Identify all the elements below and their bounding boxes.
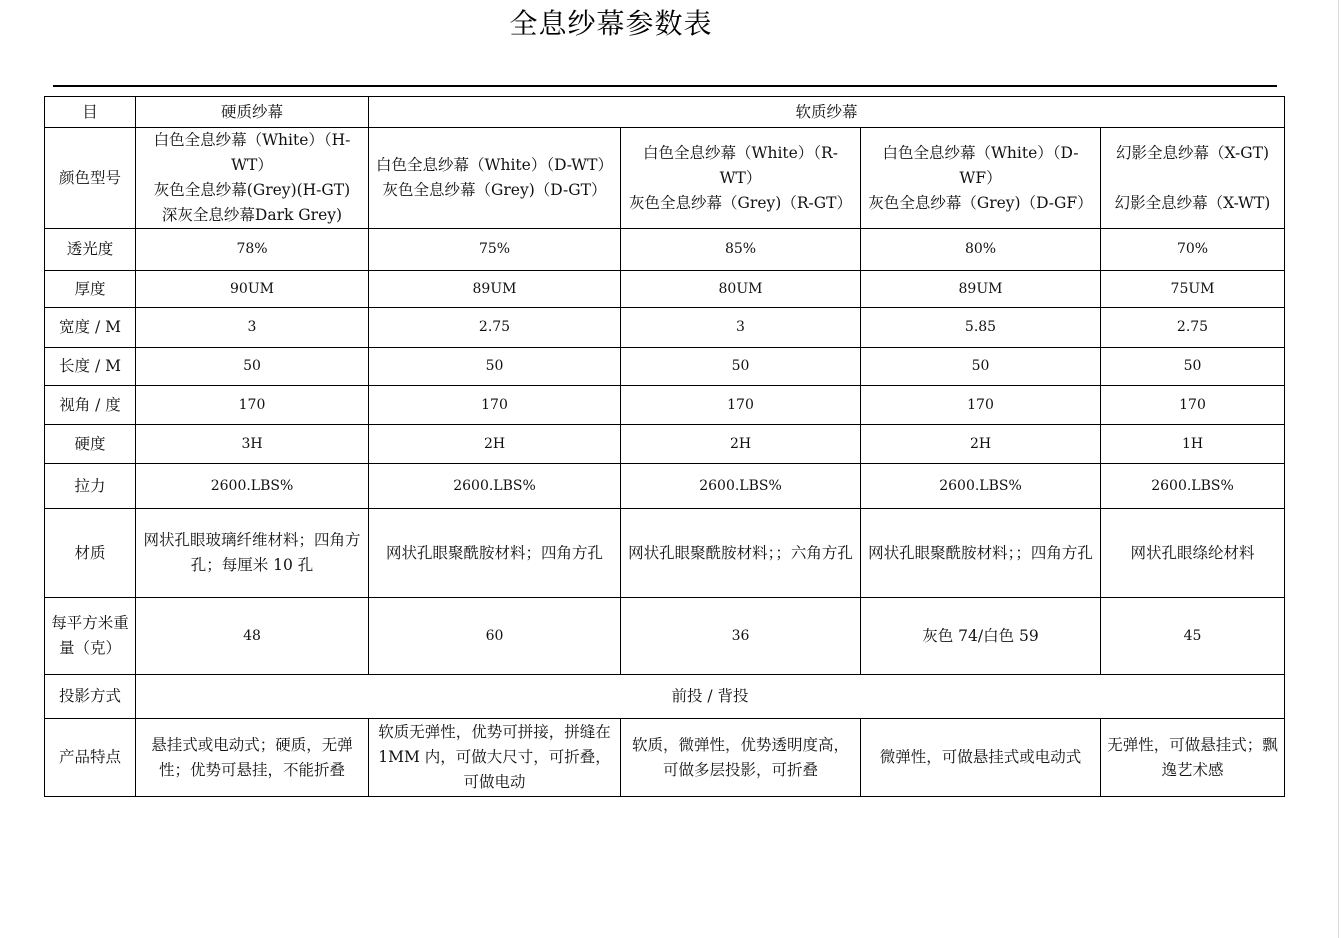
row-label: 硬度	[45, 425, 136, 464]
row-label: 投影方式	[45, 675, 136, 719]
value-cell: 2600.LBS%	[621, 464, 861, 509]
document-title: 全息纱幕参数表	[509, 7, 713, 40]
value-cell: 89UM	[861, 271, 1101, 308]
value-cell: 3	[621, 308, 861, 348]
table-row	[45, 425, 1285, 464]
table-row	[45, 308, 1285, 348]
value-cell: 170	[861, 386, 1101, 425]
value-cell: 80%	[861, 229, 1101, 271]
material-cell: 网状孔眼玻璃纤维材料；四角方孔；每厘米 10 孔	[136, 509, 369, 598]
weight-cell: 36	[621, 598, 861, 675]
value-cell: 2600.LBS%	[861, 464, 1101, 509]
value-cell: 75UM	[1101, 271, 1285, 308]
value-cell: 75%	[369, 229, 621, 271]
value-cell: 50	[861, 348, 1101, 386]
material-cell: 网状孔眼绦纶材料	[1101, 509, 1285, 598]
feature-cell: 微弹性，可做悬挂式或电动式	[861, 719, 1101, 797]
value-cell: 170	[621, 386, 861, 425]
feature-cell: 软质，微弹性，优势透明度高，可做多层投影，可折叠	[621, 719, 861, 797]
header-rule	[53, 85, 1277, 87]
table-row	[45, 464, 1285, 509]
row-label: 拉力	[45, 464, 136, 509]
models-row	[45, 128, 1285, 229]
row-label: 厚度	[45, 271, 136, 308]
material-cell: 网状孔眼聚酰胺材料；；四角方孔	[861, 509, 1101, 598]
features-row	[45, 719, 1285, 797]
value-cell: 1H	[1101, 425, 1285, 464]
projection-cell: 前投 / 背投	[136, 675, 1285, 719]
value-cell: 78%	[136, 229, 369, 271]
value-cell: 5.85	[861, 308, 1101, 348]
row-label: 视角 / 度	[45, 386, 136, 425]
page-edge	[1338, 0, 1339, 938]
value-cell: 50	[369, 348, 621, 386]
row-label: 材质	[45, 509, 136, 598]
value-cell: 170	[1101, 386, 1285, 425]
weight-row	[45, 598, 1285, 675]
value-cell: 85%	[621, 229, 861, 271]
model-cell: 白色全息纱幕（White）（R-WT） 灰色全息纱幕（Grey)（R-GT）	[621, 128, 861, 229]
row-label: 每平方米重量（克）	[45, 598, 136, 675]
row-label: 宽度 / M	[45, 308, 136, 348]
weight-cell: 48	[136, 598, 369, 675]
value-cell: 170	[136, 386, 369, 425]
weight-cell: 灰色 74/白色 59	[861, 598, 1101, 675]
value-cell: 50	[1101, 348, 1285, 386]
value-cell: 2600.LBS%	[369, 464, 621, 509]
value-cell: 2.75	[1101, 308, 1285, 348]
model-cell: 白色全息纱幕（White）（D-WF） 灰色全息纱幕（Grey)（D-GF）	[861, 128, 1101, 229]
header-label: 目	[45, 97, 136, 128]
value-cell: 80UM	[621, 271, 861, 308]
value-cell: 3	[136, 308, 369, 348]
table-header-row	[45, 97, 1285, 128]
projection-row	[45, 675, 1285, 719]
model-cell: 白色全息纱幕（White）（D-WT） 灰色全息纱幕（Grey)（D-GT）	[369, 128, 621, 229]
header-soft-screen: 软质纱幕	[369, 97, 1285, 128]
value-cell: 50	[136, 348, 369, 386]
material-cell: 网状孔眼聚酰胺材料；四角方孔	[369, 509, 621, 598]
row-label: 透光度	[45, 229, 136, 271]
model-cell: 幻影全息纱幕（X-GT) 幻影全息纱幕（X-WT)	[1101, 128, 1285, 229]
table-row	[45, 386, 1285, 425]
table-row	[45, 348, 1285, 386]
value-cell: 2H	[861, 425, 1101, 464]
spec-table	[44, 96, 1285, 797]
value-cell: 2.75	[369, 308, 621, 348]
value-cell: 89UM	[369, 271, 621, 308]
header-hard-screen: 硬质纱幕	[136, 97, 369, 128]
value-cell: 2H	[621, 425, 861, 464]
value-cell: 2600.LBS%	[1101, 464, 1285, 509]
table-row	[45, 271, 1285, 308]
row-label: 长度 / M	[45, 348, 136, 386]
row-label: 颜色型号	[45, 128, 136, 229]
weight-cell: 45	[1101, 598, 1285, 675]
value-cell: 70%	[1101, 229, 1285, 271]
feature-cell: 无弹性，可做悬挂式；飘逸艺术感	[1101, 719, 1285, 797]
value-cell: 90UM	[136, 271, 369, 308]
row-label: 产品特点	[45, 719, 136, 797]
feature-cell: 悬挂式或电动式；硬质，无弹性；优势可悬挂，不能折叠	[136, 719, 369, 797]
value-cell: 3H	[136, 425, 369, 464]
feature-cell: 软质无弹性，优势可拼接，拼缝在 1MM 内，可做大尺寸，可折叠，可做电动	[369, 719, 621, 797]
material-cell: 网状孔眼聚酰胺材料；；六角方孔	[621, 509, 861, 598]
value-cell: 170	[369, 386, 621, 425]
weight-cell: 60	[369, 598, 621, 675]
material-row	[45, 509, 1285, 598]
table-row	[45, 229, 1285, 271]
value-cell: 2H	[369, 425, 621, 464]
model-cell: 白色全息纱幕（White）（H-WT） 灰色全息纱幕(Grey)(H-GT) 深灰全息纱幕Dark Grey)	[136, 128, 369, 229]
value-cell: 50	[621, 348, 861, 386]
value-cell: 2600.LBS%	[136, 464, 369, 509]
